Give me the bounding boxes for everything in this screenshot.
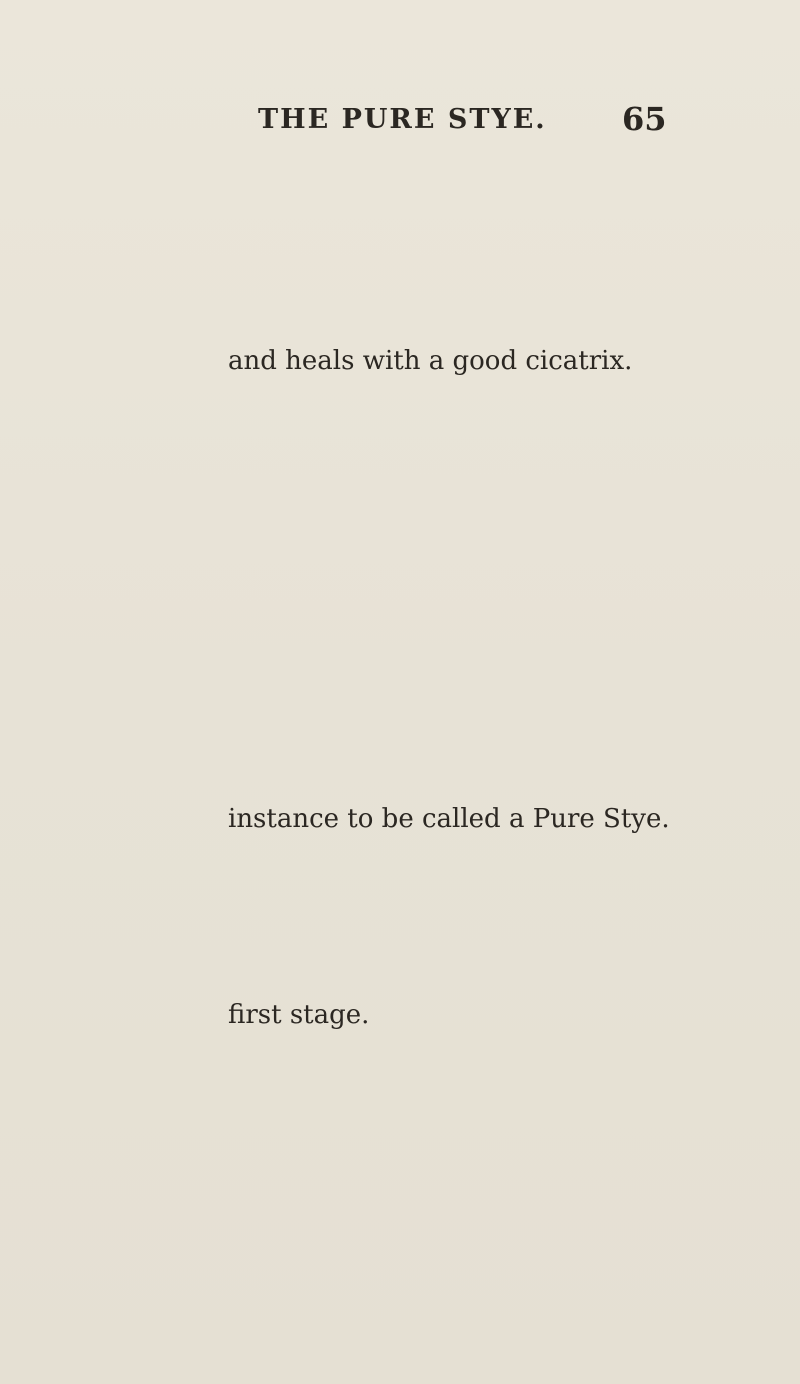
text-line [228,1259,678,1295]
text-line [228,474,678,510]
text-line [228,212,678,248]
page-header [0,100,800,140]
text-line [228,735,678,771]
text-line [228,932,678,968]
text-line: and heals with a good cicatrix. [228,346,633,376]
text-line [228,670,678,706]
text-line [228,1193,678,1229]
page-number: 65 [622,100,667,138]
text-line [258,866,678,902]
text-line [258,408,678,444]
text-line [228,604,678,640]
text-line [228,539,678,575]
text-line [228,277,678,313]
running-title: THE PURE STYE. [258,104,547,135]
text-line [228,1128,678,1164]
text-line [258,1063,678,1099]
text-line [228,146,678,182]
text-line: instance to be called a Pure Stye. [228,804,670,834]
text-line: first stage. [228,1000,370,1030]
